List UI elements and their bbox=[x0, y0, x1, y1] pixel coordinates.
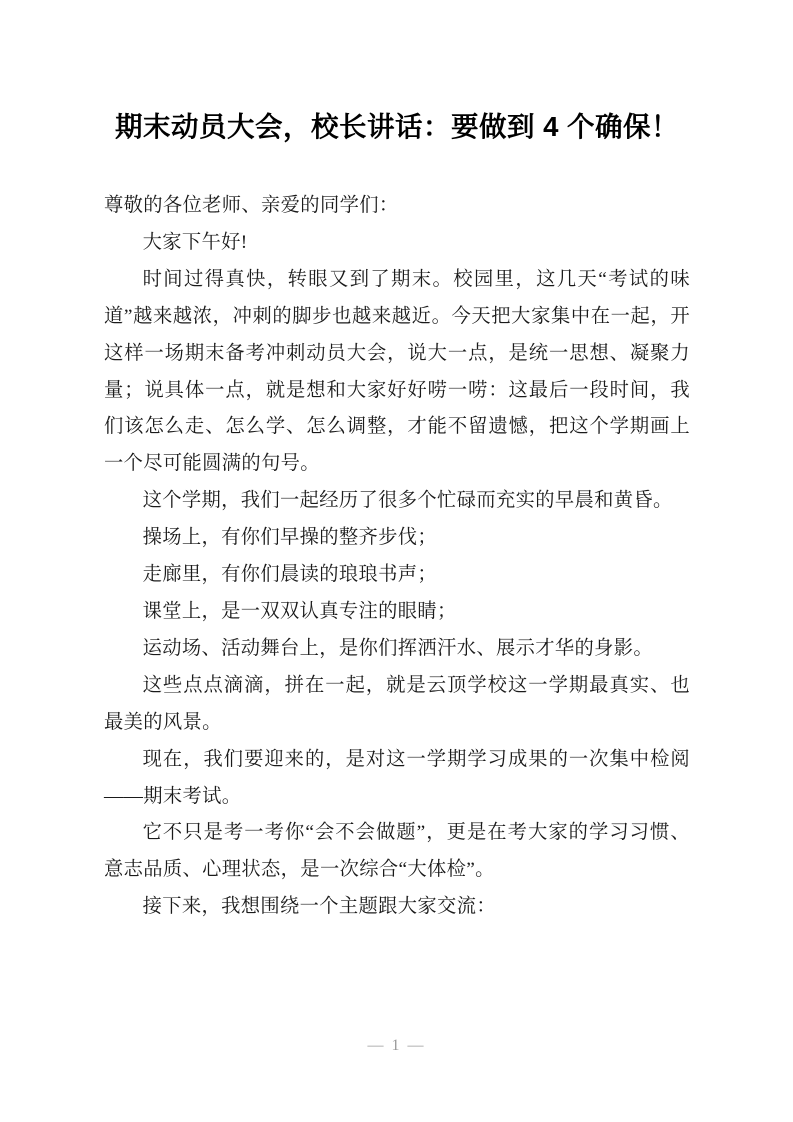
paragraph: 它不只是考一考你“会不会做题”，更是在考大家的学习习惯、意志品质、心理状态，是一次综合“大体检”。 bbox=[104, 822, 690, 881]
paragraph: 时间过得真快，转眼又到了期末。校园里，这几天“考试的味道”越来越浓，冲刺的脚步也越来越近。今天把大家集中在一起，开这样一场期末备考冲刺动员大会，说大一点，是统一思想、凝聚力量；说具体一点，就是想和大家好好唠一唠：这最后一段时间，我们该怎么走、怎么学、怎么调整，才能不留遗憾，把这个学期画上一个尽可能圆满的句号。 bbox=[104, 268, 690, 475]
paragraph: 运动场、活动舞台上，是你们挥洒汗水、展示才华的身影。 bbox=[142, 637, 654, 659]
page-content bbox=[104, 0, 690, 926]
paragraph: 这个学期，我们一起经历了很多个忙碌而充实的早晨和黄昏。 bbox=[142, 490, 673, 512]
document-body bbox=[104, 188, 690, 926]
paragraph: 接下来，我想围绕一个主题跟大家交流： bbox=[142, 896, 496, 918]
paragraph: 这些点点滴滴，拼在一起，就是云顶学校这一学期最真实、也最美的风景。 bbox=[104, 674, 690, 733]
paragraph: 大家下午好! bbox=[142, 231, 248, 253]
paragraph: 尊敬的各位老师、亲爱的同学们： bbox=[104, 195, 399, 216]
paragraph: 走廊里，有你们晨读的琅琅书声； bbox=[142, 564, 438, 586]
page-number-footer: — 1 — bbox=[367, 1037, 426, 1054]
page-title: 期末动员大会，校长讲话：要做到 4 个确保！ bbox=[114, 111, 680, 142]
paragraph: 操场上，有你们早操的整齐步伐； bbox=[142, 527, 438, 549]
paragraph: 课堂上，是一双双认真专注的眼睛； bbox=[142, 600, 457, 622]
paragraph: 现在，我们要迎来的，是对这一学期学习成果的一次集中检阅——期末考试。 bbox=[104, 748, 690, 807]
